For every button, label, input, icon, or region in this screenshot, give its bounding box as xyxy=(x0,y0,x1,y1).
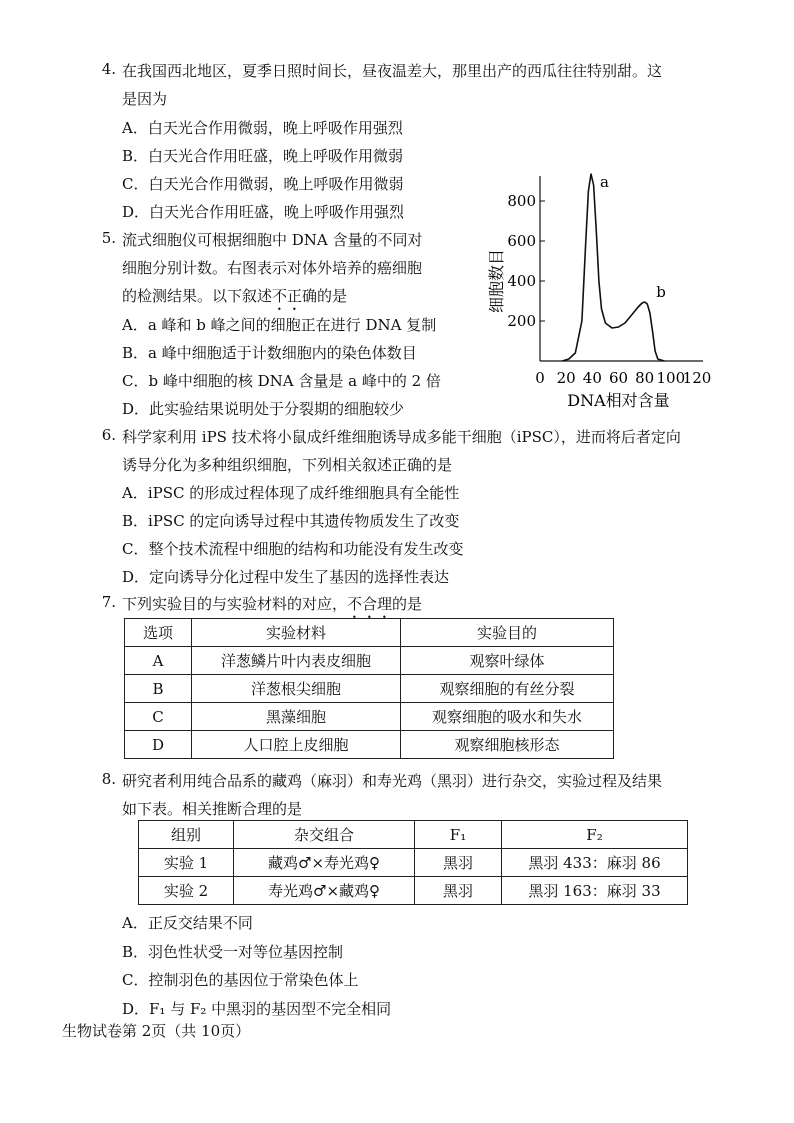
question-5-number: 5. xyxy=(101,229,116,247)
x-tick-label: 40 xyxy=(582,369,602,387)
table-cell: 实验 2 xyxy=(139,877,234,905)
question-4-option-c: C．白天光合作用微弱，晚上呼吸作用微弱 xyxy=(122,175,404,193)
question-8-table xyxy=(138,820,688,905)
table-cell: A xyxy=(125,647,192,675)
question-4-stem-line1: 在我国西北地区，夏季日照时间长，昼夜温差大，那里出产的西瓜往往特别甜。这 xyxy=(122,62,663,80)
question-6-stem-line2: 诱导分化为多种组织细胞，下列相关叙述正确的是 xyxy=(122,456,453,474)
question-8-option-a: A．正反交结果不同 xyxy=(122,914,253,932)
table-cell: 黑羽 xyxy=(415,877,502,905)
question-5-stem-emphasis: 不正 xyxy=(272,287,303,305)
table-header-cell: F₁ xyxy=(415,821,502,849)
table-cell: 实验 1 xyxy=(139,849,234,877)
question-8-option-b: B．羽色性状受一对等位基因控制 xyxy=(122,943,344,961)
question-7-stem-emphasis: 不合理 xyxy=(347,595,393,613)
table-row xyxy=(125,731,614,759)
question-5-option-a: A．a 峰和 b 峰之间的细胞正在进行 DNA 复制 xyxy=(122,316,437,334)
x-tick-label: 100 xyxy=(656,369,686,387)
table-row xyxy=(125,647,614,675)
question-5-option-c: C．b 峰中细胞的核 DNA 含量是 a 峰中的 2 倍 xyxy=(122,372,441,390)
x-tick-label: 0 xyxy=(535,369,545,387)
question-4-option-a: A．白天光合作用微弱，晚上呼吸作用强烈 xyxy=(122,119,403,137)
y-tick-label: 200 xyxy=(507,312,536,330)
table-cell: 观察细胞的有丝分裂 xyxy=(401,675,614,703)
table-cell: 观察细胞核形态 xyxy=(401,731,614,759)
question-5-stem-line3-pre: 的检测结果。以下叙述 xyxy=(122,287,273,305)
x-tick-label: 20 xyxy=(556,369,576,387)
question-8-number: 8. xyxy=(101,770,116,788)
series-line xyxy=(562,174,664,361)
question-5-option-d: D．此实验结果说明处于分裂期的细胞较少 xyxy=(122,400,405,418)
question-7-stem-pre: 下列实验目的与实验材料的对应， xyxy=(122,595,348,613)
table-cell: 黑藻细胞 xyxy=(192,703,401,731)
table-row xyxy=(139,849,688,877)
table-cell: 洋葱鳞片叶内表皮细胞 xyxy=(192,647,401,675)
table-cell: D xyxy=(125,731,192,759)
question-7-number: 7. xyxy=(101,593,116,611)
question-6-option-b: B．iPSC 的定向诱导过程中其遗传物质发生了改变 xyxy=(122,512,460,530)
question-8-option-c: C．控制羽色的基因位于常染色体上 xyxy=(122,971,359,989)
question-5-stem-line2: 细胞分别计数。右图表示对体外培养的癌细胞 xyxy=(122,259,423,277)
question-4-option-d: D．白天光合作用旺盛，晚上呼吸作用强烈 xyxy=(122,203,405,221)
table-header-cell: 组别 xyxy=(139,821,234,849)
question-4-stem-line2: 是因为 xyxy=(122,90,168,108)
question-8-stem-line1: 研究者利用纯合品系的藏鸡（麻羽）和寿光鸡（黑羽）进行杂交，实验过程及结果 xyxy=(122,772,663,790)
question-6-number: 6. xyxy=(101,426,116,444)
table-cell: 观察细胞的吸水和失水 xyxy=(401,703,614,731)
table-row xyxy=(125,675,614,703)
question-5-option-b: B．a 峰中细胞适于计数细胞内的染色体数目 xyxy=(122,344,417,362)
page-footer: 生物试卷第 2页（共 10页） xyxy=(62,1022,251,1040)
table-header-cell: 实验目的 xyxy=(401,619,614,647)
table-header-row xyxy=(139,821,688,849)
table-row xyxy=(125,703,614,731)
question-7-table xyxy=(124,618,614,759)
question-6-option-c: C．整个技术流程中细胞的结构和功能没有发生改变 xyxy=(122,540,464,558)
table-cell: 黑羽 163：麻羽 33 xyxy=(502,877,688,905)
table-cell: B xyxy=(125,675,192,703)
question-8-option-d: D．F₁ 与 F₂ 中黑羽的基因型不完全相同 xyxy=(122,1000,392,1018)
table-header-cell: 实验材料 xyxy=(192,619,401,647)
question-4-number: 4. xyxy=(101,60,116,78)
x-axis-title: DNA相对含量 xyxy=(567,391,670,410)
table-cell: 藏鸡♂×寿光鸡♀ xyxy=(234,849,415,877)
y-tick-label: 600 xyxy=(507,232,536,250)
question-7-stem-post: 的是 xyxy=(392,595,423,613)
table-header-row xyxy=(125,619,614,647)
question-5-stem-line3 xyxy=(122,285,347,314)
table-header-cell: 杂交组合 xyxy=(234,821,415,849)
table-row xyxy=(139,877,688,905)
question-4-option-b: B．白天光合作用旺盛，晚上呼吸作用微弱 xyxy=(122,147,404,165)
table-cell: 人口腔上皮细胞 xyxy=(192,731,401,759)
table-cell: 观察叶绿体 xyxy=(401,647,614,675)
question-5-stem-line1: 流式细胞仪可根据细胞中 DNA 含量的不同对 xyxy=(122,231,423,249)
question-5-stem-line3-post: 确的是 xyxy=(302,287,348,305)
table-cell: 黑羽 xyxy=(415,849,502,877)
table-cell: 寿光鸡♂×藏鸡♀ xyxy=(234,877,415,905)
y-tick-label: 800 xyxy=(507,192,536,210)
question-6-stem-line1: 科学家利用 iPS 技术将小鼠成纤维细胞诱导成多能干细胞（iPSC），进而将后者定向 xyxy=(122,428,681,446)
y-axis-title: 细胞数目 xyxy=(487,248,506,314)
peak-label: b xyxy=(656,283,666,301)
x-tick-label: 60 xyxy=(608,369,629,387)
question-6-option-d: D．定向诱导分化过程中发生了基因的选择性表达 xyxy=(122,568,450,586)
x-tick-label: 120 xyxy=(682,369,712,387)
table-cell: 洋葱根尖细胞 xyxy=(192,675,401,703)
question-6-option-a: A．iPSC 的形成过程体现了成纤维细胞具有全能性 xyxy=(122,484,460,502)
x-tick-label: 80 xyxy=(635,369,655,387)
flow-cytometry-chart xyxy=(480,168,720,418)
table-header-cell: 选项 xyxy=(125,619,192,647)
table-cell: C xyxy=(125,703,192,731)
table-cell: 黑羽 433：麻羽 86 xyxy=(502,849,688,877)
y-tick-label: 400 xyxy=(507,272,536,290)
question-8-stem-line2: 如下表。相关推断合理的是 xyxy=(122,800,303,818)
table-header-cell: F₂ xyxy=(502,821,688,849)
peak-label: a xyxy=(599,173,609,191)
